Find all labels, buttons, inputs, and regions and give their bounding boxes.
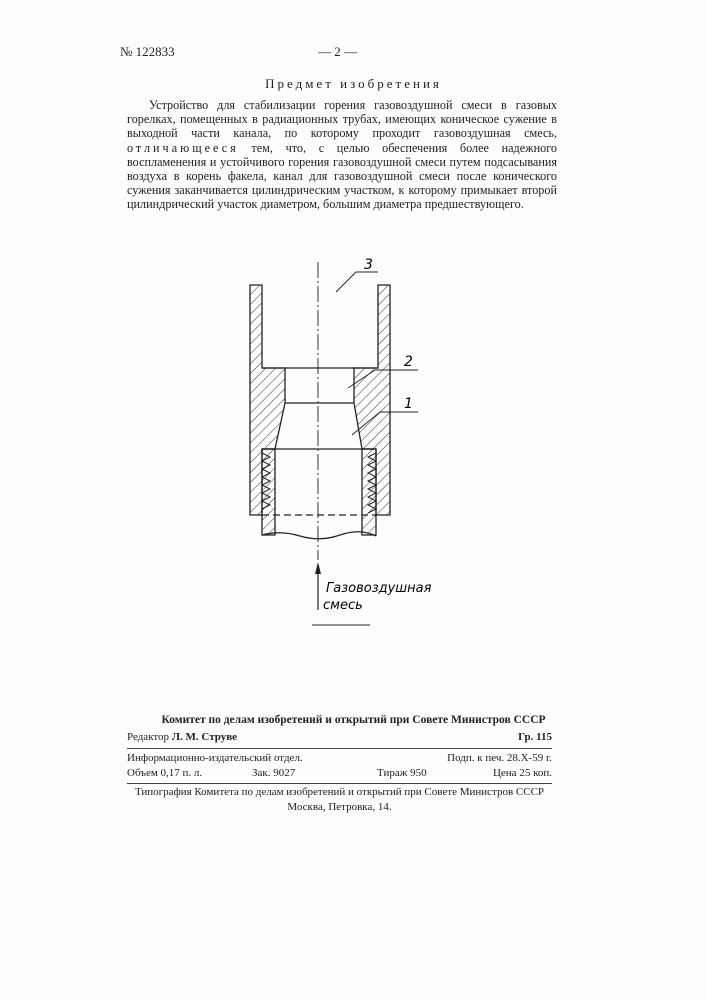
claim-part1: Устройство для стабилизации горения газовоздушной смеси в газовых горелках, помещенных в радиационных трубах, имеющих коническое сужение в выходной части канала, по которому проходит газовоздушная смесь, bbox=[127, 98, 557, 140]
patent-number: № 122833 bbox=[120, 44, 175, 60]
department-row bbox=[127, 752, 552, 764]
page-number: — 2 — bbox=[318, 44, 357, 60]
editor-row bbox=[127, 731, 552, 743]
circulation: Тираж 950 bbox=[377, 767, 427, 779]
claim-spaced-word: отличающееся bbox=[127, 141, 239, 155]
editor-name: Л. М. Струве bbox=[172, 731, 237, 743]
group-number: Гр. 115 bbox=[518, 731, 552, 743]
volume: Объем 0,17 п. л. bbox=[127, 767, 202, 779]
committee-name: Комитет по делам изобретений и открытий при Совете Министров СССР bbox=[0, 714, 707, 726]
department: Информационно-издательский отдел. bbox=[127, 752, 303, 764]
editor-label: Редактор bbox=[127, 731, 169, 743]
order-number: Зак. 9027 bbox=[252, 767, 295, 779]
label-1: 1 bbox=[404, 396, 413, 412]
label-2: 2 bbox=[404, 354, 413, 370]
claim-part2: тем, что, с целью обеспечения более надежного воспламенения и устойчивого горения газовоздушной смеси путем подсасывания воздуха в корень факела, канал для газовоздушной смеси после конического сужения заканчивается цилиндрическим участком, к которому примыкает второй цилиндрический участок диаметром, большим диаметра предшествующего. bbox=[127, 141, 557, 212]
volume-row bbox=[127, 767, 552, 779]
pipe-section bbox=[262, 449, 376, 539]
divider bbox=[127, 783, 552, 784]
flow-caption-line1: Газовоздушная bbox=[326, 581, 432, 596]
signed-date: Подп. к печ. 28.X-59 г. bbox=[447, 752, 552, 764]
label-3: 3 bbox=[364, 257, 373, 273]
divider bbox=[127, 748, 552, 749]
price: Цена 25 коп. bbox=[493, 767, 552, 779]
printer-address: Москва, Петровка, 14. bbox=[127, 801, 552, 813]
printer: Типография Комитета по делам изобретений и открытий при Совете Министров СССР bbox=[127, 786, 552, 798]
flow-caption-line2: смесь bbox=[323, 598, 363, 613]
section-title: Предмет изобретения bbox=[0, 76, 707, 92]
flow-arrow-icon bbox=[315, 562, 321, 610]
burner-drawing bbox=[0, 0, 707, 1000]
